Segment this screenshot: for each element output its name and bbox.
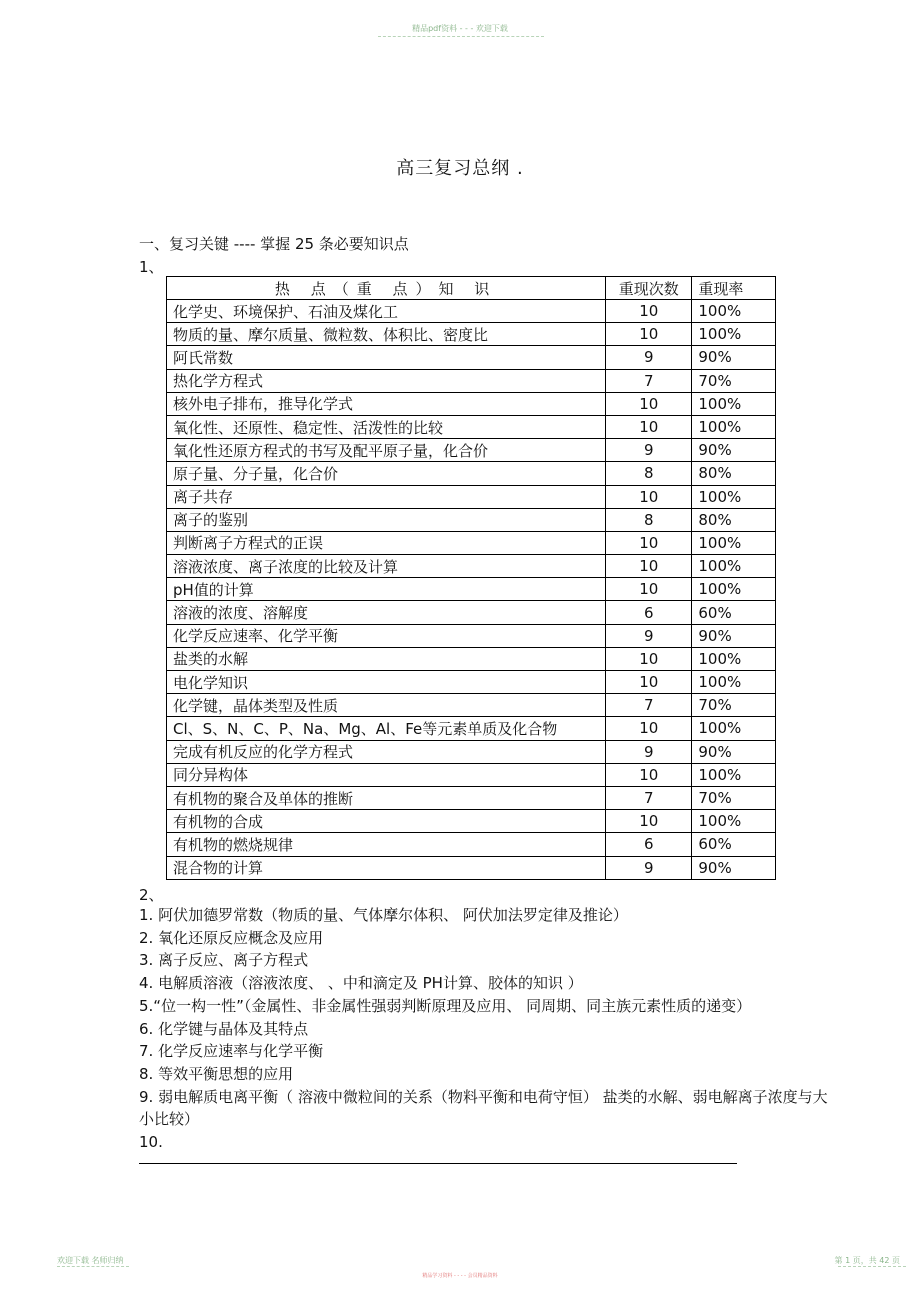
table-row bbox=[167, 786, 776, 809]
table-row bbox=[167, 740, 776, 763]
topic-cell: 化学史、环境保护、石油及煤化工 bbox=[167, 300, 606, 323]
rate-cell: 100% bbox=[692, 810, 776, 833]
table-row bbox=[167, 508, 776, 531]
count-cell: 9 bbox=[606, 346, 692, 369]
topic-cell: 盐类的水解 bbox=[167, 647, 606, 670]
topic-cell: 离子共存 bbox=[167, 485, 606, 508]
topic-cell: 电化学知识 bbox=[167, 671, 606, 694]
section1-heading: 一、复习关键 ---- 掌握 25 条必要知识点 bbox=[139, 235, 409, 253]
rate-cell: 80% bbox=[692, 462, 776, 485]
rate-cell: 100% bbox=[692, 485, 776, 508]
count-cell: 10 bbox=[606, 323, 692, 346]
table-row bbox=[167, 578, 776, 601]
count-cell: 10 bbox=[606, 531, 692, 554]
table-row bbox=[167, 392, 776, 415]
page-title: 高三复习总纲 . bbox=[396, 158, 524, 179]
footer-left-text: 欢迎下载 名师归纳 bbox=[57, 1256, 124, 1265]
header-rate: 重现率 bbox=[692, 277, 776, 300]
topic-cell: 化学键，晶体类型及性质 bbox=[167, 694, 606, 717]
rate-cell: 100% bbox=[692, 671, 776, 694]
table-row bbox=[167, 415, 776, 438]
section1-number: 1、 bbox=[139, 258, 164, 276]
rate-cell: 100% bbox=[692, 555, 776, 578]
list-item: 2. 氧化还原反应概念及应用 bbox=[139, 928, 324, 947]
topic-cell: pH值的计算 bbox=[167, 578, 606, 601]
hotspot-table bbox=[166, 276, 776, 880]
table-row bbox=[167, 369, 776, 392]
topic-cell: 溶液的浓度、溶解度 bbox=[167, 601, 606, 624]
rate-cell: 70% bbox=[692, 694, 776, 717]
rate-cell: 60% bbox=[692, 601, 776, 624]
list-item: 5.“位一构一性”（金属性、非金属性强弱判断原理及应用、 同周期、同主族元素性质的递变） bbox=[139, 996, 752, 1015]
list-item: 6. 化学键与晶体及其特点 bbox=[139, 1019, 309, 1038]
count-cell: 10 bbox=[606, 647, 692, 670]
count-cell: 9 bbox=[606, 624, 692, 647]
header-divider bbox=[378, 36, 544, 37]
page-header-text: 精品pdf资料 - - - 欢迎下载 bbox=[412, 24, 508, 33]
count-cell: 10 bbox=[606, 392, 692, 415]
rate-cell: 100% bbox=[692, 415, 776, 438]
rate-cell: 100% bbox=[692, 531, 776, 554]
count-cell: 7 bbox=[606, 694, 692, 717]
count-cell: 8 bbox=[606, 508, 692, 531]
table-row bbox=[167, 647, 776, 670]
count-cell: 10 bbox=[606, 763, 692, 786]
topic-cell: 化学反应速率、化学平衡 bbox=[167, 624, 606, 647]
list-item: 9. 弱电解质电离平衡（ 溶液中微粒间的关系（物料平衡和电荷守恒） 盐类的水解、弱电解离子浓度与大小比较） bbox=[139, 1087, 828, 1129]
list-item: 8. 等效平衡思想的应用 bbox=[139, 1064, 294, 1083]
header-topic: 热 点（重 点）知 识 bbox=[167, 277, 606, 300]
topic-cell: 阿氏常数 bbox=[167, 346, 606, 369]
footer-divider-right bbox=[838, 1266, 906, 1267]
bottom-divider bbox=[139, 1163, 737, 1164]
count-cell: 10 bbox=[606, 810, 692, 833]
count-cell: 10 bbox=[606, 671, 692, 694]
rate-cell: 100% bbox=[692, 323, 776, 346]
rate-cell: 70% bbox=[692, 786, 776, 809]
count-cell: 9 bbox=[606, 740, 692, 763]
table-row bbox=[167, 439, 776, 462]
table-row bbox=[167, 856, 776, 879]
rate-cell: 100% bbox=[692, 300, 776, 323]
topic-cell: Cl、S、N、C、P、Na、Mg、Al、Fe等元素单质及化合物 bbox=[167, 717, 606, 740]
count-cell: 6 bbox=[606, 833, 692, 856]
topic-cell: 核外电子排布，推导化学式 bbox=[167, 392, 606, 415]
knowledge-list bbox=[139, 904, 829, 1154]
count-cell: 7 bbox=[606, 786, 692, 809]
count-cell: 10 bbox=[606, 300, 692, 323]
table-header-row bbox=[167, 277, 776, 300]
topic-cell: 氧化性、还原性、稳定性、活泼性的比较 bbox=[167, 415, 606, 438]
count-cell: 9 bbox=[606, 439, 692, 462]
list-item: 1. 阿伏加德罗常数（物质的量、气体摩尔体积、 阿伏加法罗定律及推论） bbox=[139, 906, 628, 924]
rate-cell: 100% bbox=[692, 392, 776, 415]
footer-divider-left bbox=[57, 1266, 129, 1267]
count-cell: 10 bbox=[606, 578, 692, 601]
rate-cell: 100% bbox=[692, 763, 776, 786]
list-item: 3. 离子反应、离子方程式 bbox=[139, 951, 309, 970]
rate-cell: 90% bbox=[692, 856, 776, 879]
table-row bbox=[167, 555, 776, 578]
footer-page-number: 第 1 页，共 42 页 bbox=[834, 1256, 900, 1265]
count-cell: 8 bbox=[606, 462, 692, 485]
topic-cell: 溶液浓度、离子浓度的比较及计算 bbox=[167, 555, 606, 578]
table-row bbox=[167, 810, 776, 833]
header-count: 重现次数 bbox=[606, 277, 692, 300]
rate-cell: 90% bbox=[692, 346, 776, 369]
rate-cell: 100% bbox=[692, 578, 776, 601]
rate-cell: 80% bbox=[692, 508, 776, 531]
rate-cell: 60% bbox=[692, 833, 776, 856]
table-row bbox=[167, 346, 776, 369]
rate-cell: 90% bbox=[692, 439, 776, 462]
topic-cell: 混合物的计算 bbox=[167, 856, 606, 879]
rate-cell: 70% bbox=[692, 369, 776, 392]
rate-cell: 100% bbox=[692, 647, 776, 670]
count-cell: 10 bbox=[606, 415, 692, 438]
table-row bbox=[167, 624, 776, 647]
footer-center-text: 精品学习资料 - - - - 会员精品资料 bbox=[422, 1273, 498, 1279]
table-row bbox=[167, 300, 776, 323]
topic-cell: 有机物的燃烧规律 bbox=[167, 833, 606, 856]
topic-cell: 判断离子方程式的正误 bbox=[167, 531, 606, 554]
list-item: 7. 化学反应速率与化学平衡 bbox=[139, 1042, 324, 1061]
topic-cell: 物质的量、摩尔质量、微粒数、体积比、密度比 bbox=[167, 323, 606, 346]
table-row bbox=[167, 531, 776, 554]
table-row bbox=[167, 601, 776, 624]
table-row bbox=[167, 671, 776, 694]
table-row bbox=[167, 694, 776, 717]
table-row bbox=[167, 323, 776, 346]
count-cell: 10 bbox=[606, 555, 692, 578]
topic-cell: 有机物的聚合及单体的推断 bbox=[167, 786, 606, 809]
rate-cell: 90% bbox=[692, 740, 776, 763]
table-row bbox=[167, 717, 776, 740]
table-row bbox=[167, 485, 776, 508]
topic-cell: 同分异构体 bbox=[167, 763, 606, 786]
count-cell: 10 bbox=[606, 485, 692, 508]
table-row bbox=[167, 833, 776, 856]
count-cell: 6 bbox=[606, 601, 692, 624]
section2-number: 2、 bbox=[139, 886, 164, 904]
topic-cell: 离子的鉴别 bbox=[167, 508, 606, 531]
list-item: 4. 电解质溶液（溶液浓度、 、中和滴定及 PH计算、胶体的知识 ） bbox=[139, 974, 583, 993]
topic-cell: 氧化性还原方程式的书写及配平原子量，化合价 bbox=[167, 439, 606, 462]
topic-cell: 有机物的合成 bbox=[167, 810, 606, 833]
rate-cell: 90% bbox=[692, 624, 776, 647]
rate-cell: 100% bbox=[692, 717, 776, 740]
count-cell: 7 bbox=[606, 369, 692, 392]
topic-cell: 热化学方程式 bbox=[167, 369, 606, 392]
count-cell: 10 bbox=[606, 717, 692, 740]
topic-cell: 原子量、分子量，化合价 bbox=[167, 462, 606, 485]
topic-cell: 完成有机反应的化学方程式 bbox=[167, 740, 606, 763]
table-row bbox=[167, 763, 776, 786]
table-row bbox=[167, 462, 776, 485]
count-cell: 9 bbox=[606, 856, 692, 879]
list-item: 10. bbox=[139, 1133, 163, 1152]
